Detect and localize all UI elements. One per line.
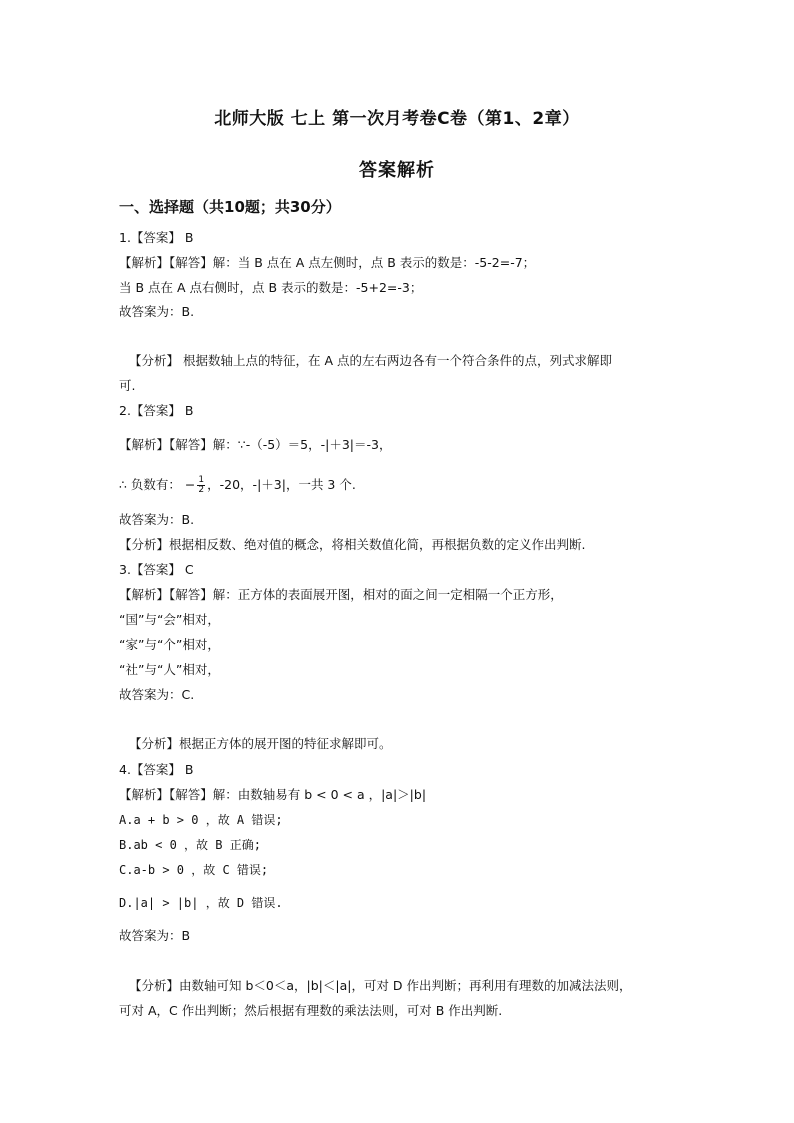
q1-analysis-line-2: 可. (119, 378, 136, 393)
q3-solution-line-1: 【解析】【解答】解：正方体的表面展开图，相对的面之间一定相隔一个正方形， (119, 587, 563, 602)
q1-answer: 1.【答案】 B (119, 230, 194, 245)
q2-fraction-sign: − (184, 477, 196, 492)
document-title: 北师大版 七上 第一次月考卷C卷（第1、2章） (214, 109, 580, 129)
q1-solution-line-3: 故答案为：B. (119, 304, 195, 319)
q3-solution-line-2: “国”与“会”相对， (119, 612, 220, 627)
q2-analysis: 【分析】根据相反数、绝对值的概念，将相关数值化简，再根据负数的定义作出判断. (119, 537, 586, 552)
q2-fraction-denominator: 2 (198, 485, 205, 495)
q2-fraction (197, 476, 205, 495)
q4-option-b: B.ab < 0 ，故 B 正确; (119, 838, 261, 852)
q3-analysis: 【分析】根据正方体的展开图的特征求解即可。 (129, 736, 392, 751)
q1-solution-line-1: 【解析】【解答】解：当 B 点在 A 点左侧时，点 B 表示的数是：-5-2=-7； (119, 255, 536, 270)
q2-negatives-prefix: ∴ 负数有： (119, 477, 181, 492)
q4-option-c: C.a-b > 0 ，故 C 错误; (119, 863, 269, 877)
document-subtitle: 答案解析 (359, 160, 435, 181)
q4-solution-line-2: 故答案为：B (119, 928, 191, 943)
q2-fraction-numerator: 1 (198, 475, 205, 485)
q2-negatives-suffix: ，-20，-|＋3|，一共 3 个. (207, 477, 356, 492)
q4-option-d: D.|a| > |b| ，故 D 错误. (119, 896, 283, 910)
q2-solution-line-1: 【解析】【解答】解：∵-（-5）＝5，-|＋3|＝-3， (119, 437, 392, 452)
q4-answer: 4.【答案】 B (119, 762, 194, 777)
q2-answer: 2.【答案】 B (119, 403, 194, 418)
q1-analysis-line-1: 【分析】 根据数轴上点的特征，在 A 点的左右两边各有一个符合条件的点，列式求解即 (129, 353, 612, 368)
q1-solution-line-2: 当 B 点在 A 点右侧时，点 B 表示的数是：-5+2=-3； (119, 280, 423, 295)
q2-solution-line-2 (119, 476, 356, 495)
q4-analysis-line-2: 可对 A，C 作出判断；然后根据有理数的乘法法则，可对 B 作出判断. (119, 1003, 503, 1018)
q3-solution-line-3: “家”与“个”相对， (119, 637, 220, 652)
section-heading: 一、选择题（共10题；共30分） (119, 198, 341, 216)
q4-solution-line-1: 【解析】【解答】解：由数轴易有 b < 0 < a ，|a|＞|b| (119, 787, 427, 802)
q4-analysis-line-1: 【分析】由数轴可知 b＜0＜a，|b|＜|a|，可对 D 作出判断；再利用有理数的加减法法则， (129, 978, 632, 993)
q3-solution-line-4: “社”与“人”相对， (119, 662, 220, 677)
q3-solution-line-5: 故答案为：C. (119, 687, 195, 702)
q4-option-a: A.a + b > 0 ，故 A 错误; (119, 813, 283, 827)
q2-solution-line-3: 故答案为：B. (119, 512, 195, 527)
q3-answer: 3.【答案】 C (119, 562, 194, 577)
